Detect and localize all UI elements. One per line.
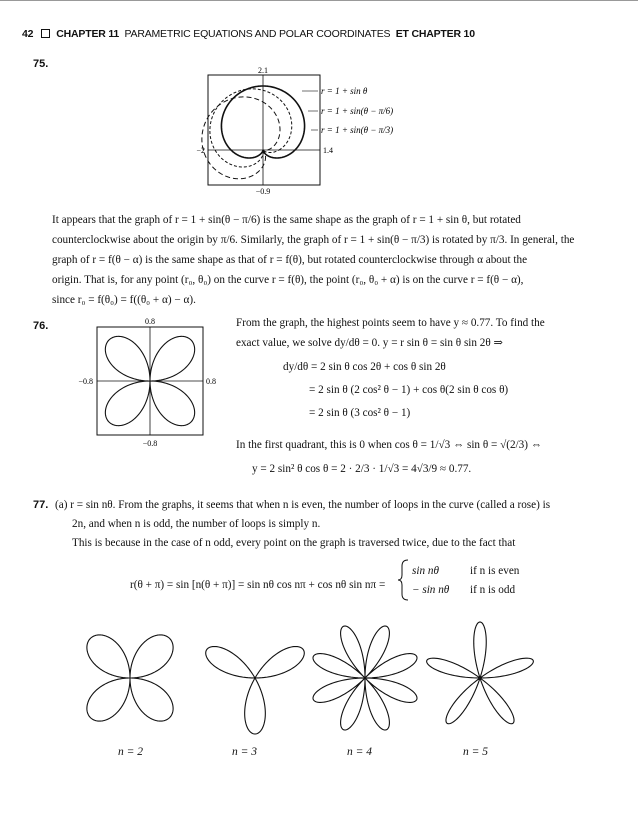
et-chapter: ET CHAPTER 10	[395, 28, 475, 40]
square-icon	[41, 29, 50, 38]
p75-line-2: counterclockwise about the origin by π/6. Similarly, the graph of r = 1 + sin(θ − π/3) is rotated by π/3. In general, the	[52, 234, 575, 246]
label-bottom: −0.9	[255, 187, 271, 196]
label-top: 0.8	[145, 317, 155, 326]
p77-line-3: This is because in the case of n odd, every point on the graph is traversed twice, due to the fact that	[72, 537, 516, 549]
page-number: 42	[22, 28, 34, 40]
left-brace-icon	[396, 558, 410, 602]
p75-line-3: graph of r = f(θ − α) is the same shape as that of r = f(θ), but rotated counterclockwise through α about the	[52, 254, 528, 266]
p75-line-4: origin. That is, for any point (r₀, θ₀) on the curve r = f(θ), the point (r₀, θ₀ + α) is on the curve r = f(θ − α),	[52, 274, 524, 286]
rose-curve	[427, 622, 534, 724]
label-left: −0.8	[78, 377, 93, 386]
case-2-cond: if n is odd	[470, 584, 516, 596]
label-bottom: −0.8	[142, 439, 158, 448]
p75-line-5: since r₀ = f(θ₀) = f((θ₀ + α) − α).	[52, 294, 196, 306]
legend-2: r = 1 + sin(θ − π/6)	[321, 106, 394, 116]
case-1-cond: if n is even	[470, 565, 520, 577]
rose-n4	[305, 618, 425, 738]
p76-line-3: dy/dθ = 2 sin θ cos 2θ + cos θ sin 2θ	[283, 361, 446, 373]
label-top: 2.1	[258, 66, 268, 75]
label-right: 1.4	[323, 146, 333, 155]
p76-line-6: In the first quadrant, this is 0 when cos θ = 1/√3 ⇔ sin θ = √(2/3) ⇔	[236, 439, 542, 451]
p77-line-2: 2n, and when n is odd, the number of loops is simply n.	[72, 518, 321, 530]
rose-label-n3: n = 3	[232, 746, 258, 758]
rose-label-n4: n = 4	[347, 746, 373, 758]
p77-equation-lhs: r(θ + π) = sin [n(θ + π)] = sin nθ cos nπ + cos nθ sin nπ =	[130, 579, 386, 591]
p76-line-2: exact value, we solve dy/dθ = 0. y = r sin θ = sin θ sin 2θ ⇒	[236, 337, 503, 349]
case-2-expr: − sin nθ	[412, 584, 450, 596]
rose-curve	[313, 626, 417, 730]
legend-1: r = 1 + sin θ	[321, 86, 368, 96]
p77-line-1: (a) r = sin nθ. From the graphs, it seems that when n is even, the number of loops in the curve (called a rose) is	[55, 499, 551, 511]
p76-line-4: = 2 sin θ (2 cos² θ − 1) + cos θ(2 sin θ cos θ)	[309, 384, 509, 396]
chapter-title: PARAMETRIC EQUATIONS AND POLAR COORDINATES	[124, 28, 391, 40]
graph-75	[190, 66, 430, 196]
rose-curve	[87, 635, 173, 721]
rose-curve	[206, 647, 305, 735]
rose-n2	[60, 618, 200, 738]
problem-77-number: 77.	[33, 499, 49, 511]
p75-text	[52, 210, 574, 310]
label-left: −2	[196, 146, 205, 155]
rose-label-n2: n = 2	[118, 746, 144, 758]
rose-n3	[195, 618, 315, 738]
p76-line-1: From the graph, the highest points seem to have y ≈ 0.77. To find the	[236, 317, 545, 329]
legend-3: r = 1 + sin(θ − π/3)	[321, 125, 394, 135]
graph-76	[62, 315, 242, 455]
rose-label-n5: n = 5	[463, 746, 489, 758]
p75-line-1: It appears that the graph of r = 1 + sin(θ − π/6) is the same shape as the graph of r = 1 + sin θ, but rotated	[52, 214, 521, 226]
case-1-expr: sin nθ	[412, 565, 439, 577]
p76-line-7: y = 2 sin² θ cos θ = 2 · 2/3 · 1/√3 = 4√3/9 ≈ 0.77.	[252, 463, 472, 475]
top-rule	[0, 0, 638, 1]
rose-n5	[420, 618, 540, 738]
p76-line-5: = 2 sin θ (3 cos² θ − 1)	[309, 407, 411, 419]
label-right: 0.8	[206, 377, 216, 386]
running-header	[22, 28, 475, 40]
chapter-label: CHAPTER 11	[56, 28, 120, 40]
graph-75-frame	[208, 75, 320, 185]
problem-75-number: 75.	[33, 58, 49, 70]
problem-76-number: 76.	[33, 320, 49, 332]
